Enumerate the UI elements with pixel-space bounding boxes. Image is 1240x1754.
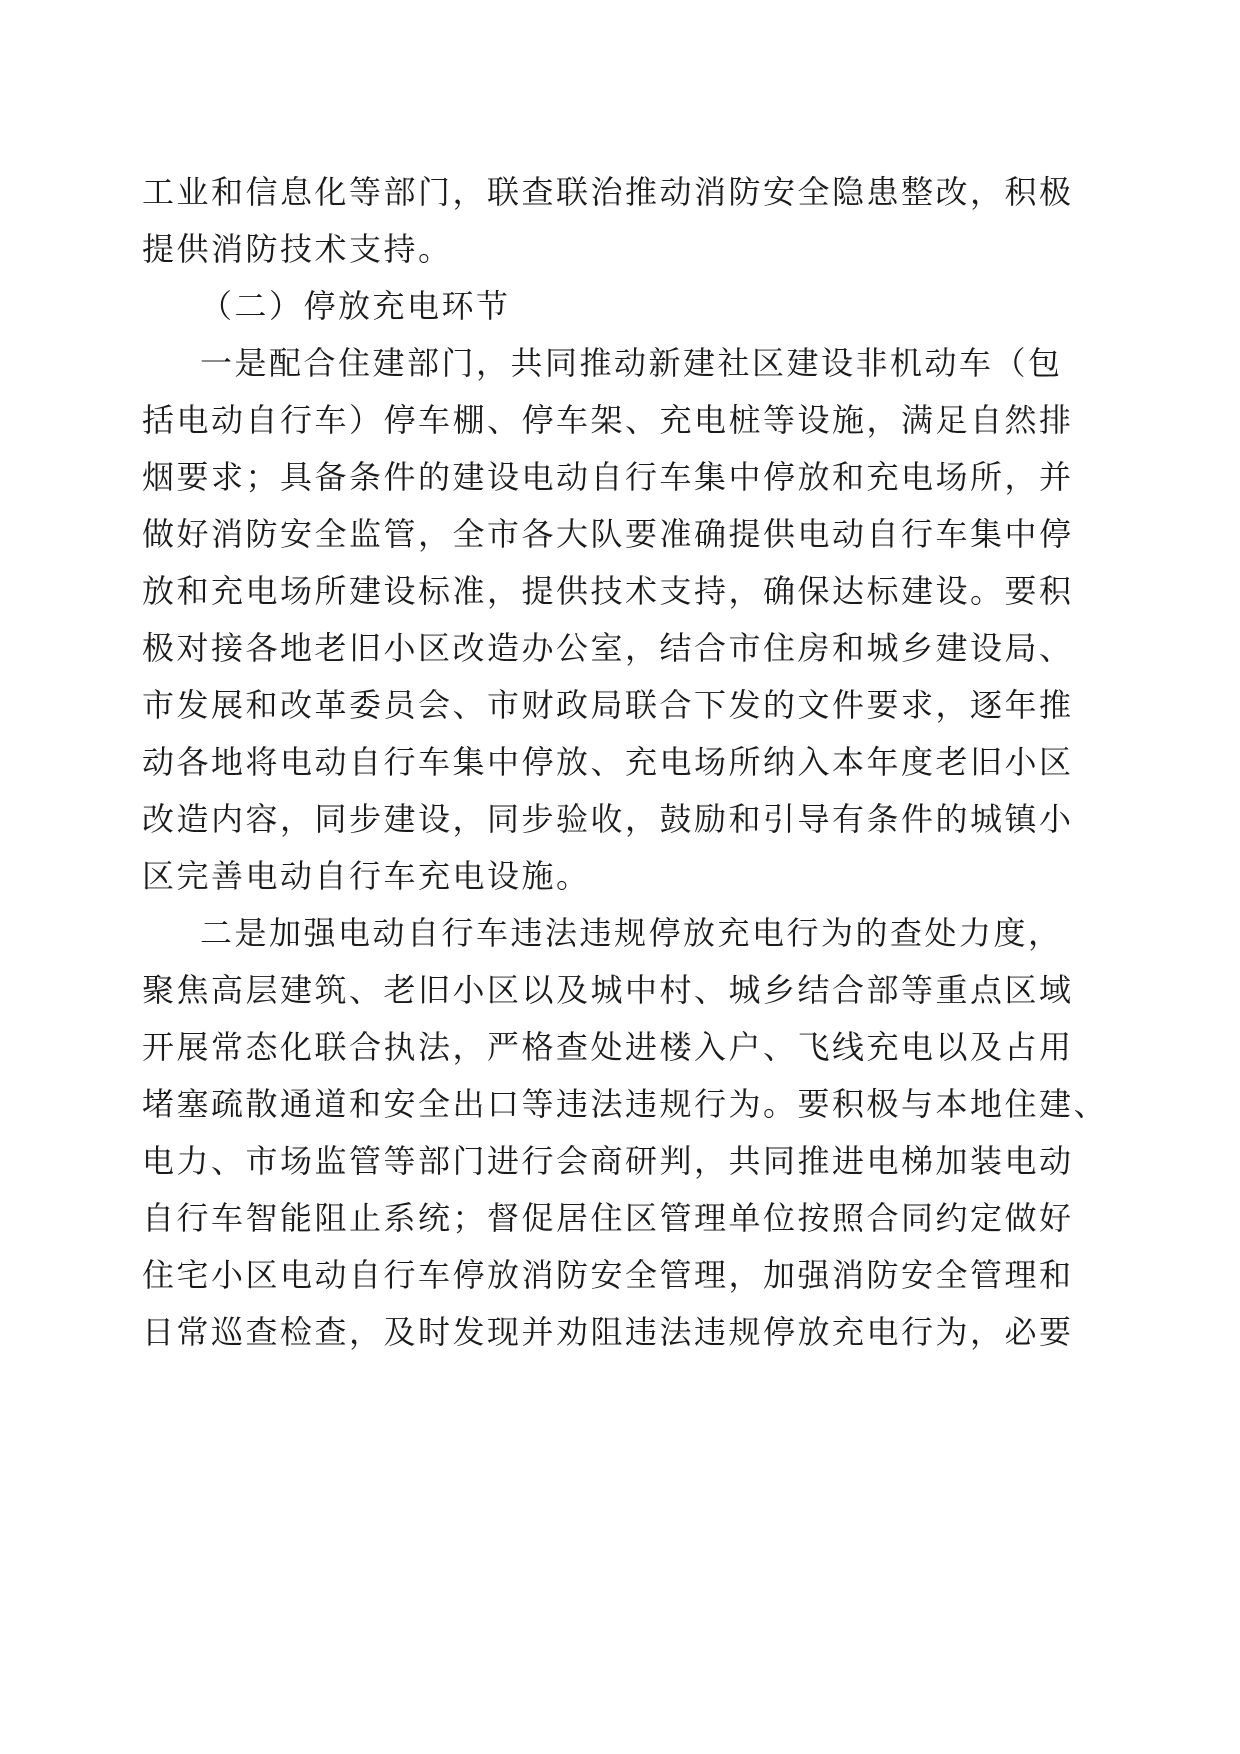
text-line: 动各地将电动自行车集中停放、充电场所纳入本年度老旧小区 [142,743,1074,781]
text-line: 开展常态化联合执法，严格查处进楼入户、飞线充电以及占用 [142,1028,1074,1066]
text-line: 日常巡查检查，及时发现并劝阻违法违规停放充电行为，必要 [142,1313,1074,1351]
text-line: 改造内容，同步建设，同步验收，鼓励和引导有条件的城镇小 [142,800,1074,838]
text-line: 做好消防安全监管，全市各大队要准确提供电动自行车集中停 [142,515,1074,553]
text-line: 市发展和改革委员会、市财政局联合下发的文件要求，逐年推 [142,686,1074,724]
text-line: 堵塞疏散通道和安全出口等违法违规行为。要积极与本地住建、 [142,1085,1109,1123]
text-line: 括电动自行车）停车棚、停车架、充电桩等设施，满足自然排 [142,401,1074,439]
text-line: 二是加强电动自行车违法违规停放充电行为的查处力度， [200,914,1063,952]
text-line: 一是配合住建部门，共同推动新建社区建设非机动车（包 [200,344,1063,382]
text-line: 自行车智能阻止系统；督促居住区管理单位按照合同约定做好 [142,1199,1074,1237]
text-line: 放和充电场所建设标准，提供技术支持，确保达标建设。要积 [142,572,1074,610]
text-line: 聚焦高层建筑、老旧小区以及城中村、城乡结合部等重点区域 [142,971,1074,1009]
text-line: 住宅小区电动自行车停放消防安全管理，加强消防安全管理和 [142,1256,1074,1294]
text-line: 区完善电动自行车充电设施。 [142,857,591,895]
text-line: 电力、市场监管等部门进行会商研判，共同推进电梯加装电动 [142,1142,1074,1180]
text-line: 烟要求；具备条件的建设电动自行车集中停放和充电场所，并 [142,458,1074,496]
text-line: 工业和信息化等部门，联查联治推动消防安全隐患整改，积极 [142,173,1074,211]
text-line: 极对接各地老旧小区改造办公室，结合市住房和城乡建设局、 [142,629,1074,667]
section-heading: （二）停放充电环节 [200,287,511,325]
text-line: 提供消防技术支持。 [142,230,453,268]
